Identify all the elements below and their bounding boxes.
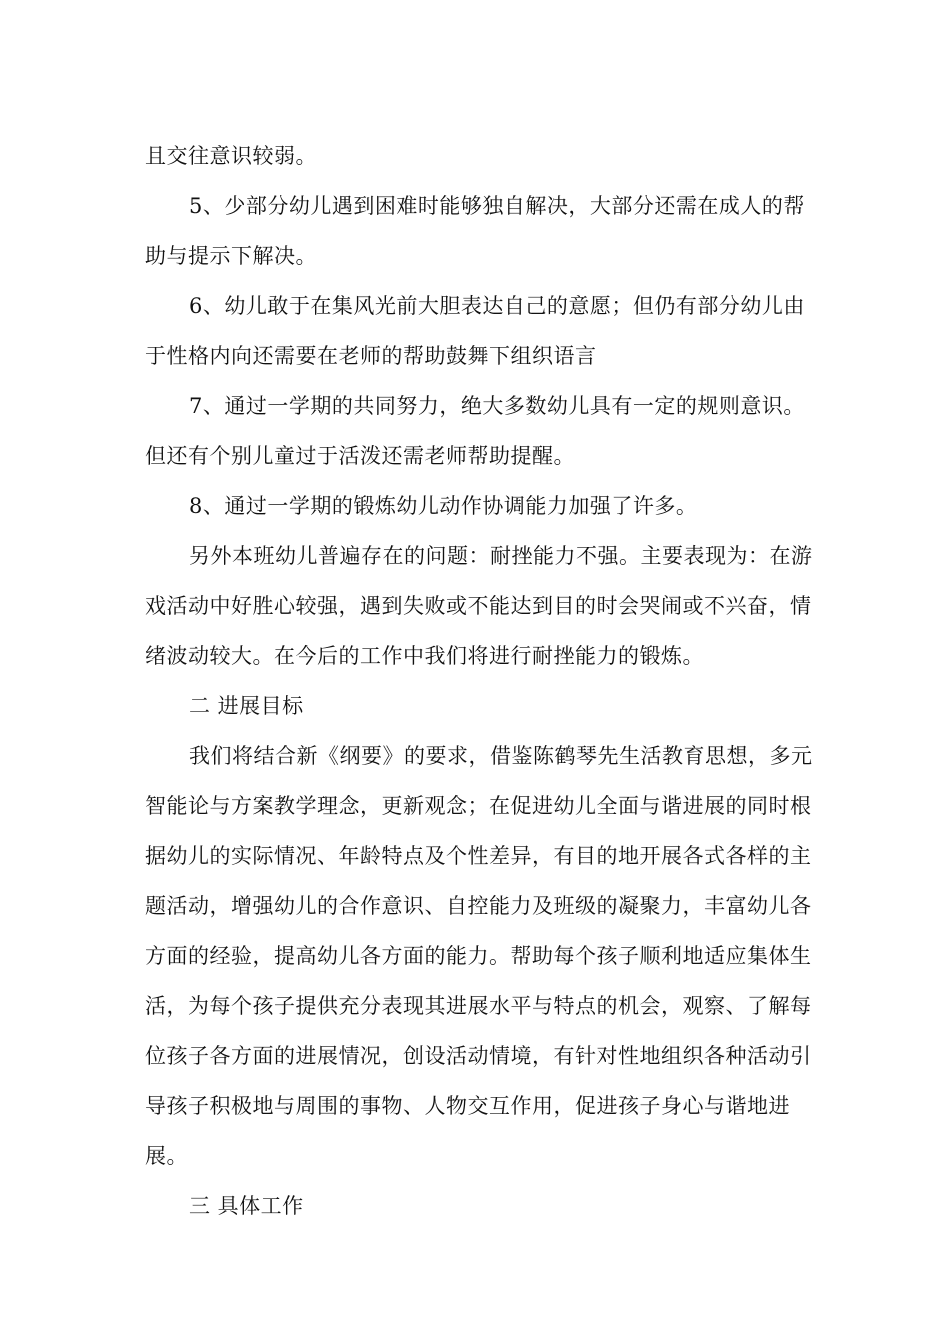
paragraph-item-7: 7、通过一学期的共同努力，绝大多数幼儿具有一定的规则意识。但还有个别儿童过于活泼还需老师帮助提醒。 bbox=[145, 394, 805, 468]
paragraph-common-problem: 另外本班幼儿普遍存在的问题：耐挫能力不强。主要表现为：在游戏活动中好胜心较强，遇到失败或不能达到目的时会哭闹或不兴奋，情绪波动较大。在今后的工作中我们将进行耐挫能力的锻炼。 bbox=[145, 544, 813, 668]
section-heading-goals: 二 进展目标 bbox=[189, 694, 304, 718]
paragraph-item-6: 6、幼儿敢于在集风光前大胆表达自己的意愿；但仍有部分幼儿由于性格内向还需要在老师的帮助鼓舞下组织语言 bbox=[145, 294, 805, 368]
paragraph-item-5: 5、少部分幼儿遇到困难时能够独自解决，大部分还需在成人的帮助与提示下解决。 bbox=[145, 194, 805, 268]
section-heading-specific-work: 三 具体工作 bbox=[189, 1194, 304, 1218]
paragraph-goals: 我们将结合新《纲要》的要求，借鉴陈鹤琴先生活教育思想，多元智能论与方案教学理念，更新观念；在促进幼儿全面与谐进展的同时根据幼儿的实际情况、年龄特点及个性差异，有目的地开展各式各样的主题活动，增强幼儿的合作意识、自控能力及班级的凝聚力，丰富幼儿各方面的经验，提高幼儿各方面的能力。帮助每个孩子顺利地适应集体生活，为每个孩子提供充分表现其进展水平与特点的机会，观察、了解每位孩子各方面的进展情况，创设活动情境，有针对性地组织各种活动引导孩子积极地与周围的事物、人物交互作用，促进孩子身心与谐地进展。 bbox=[145, 744, 813, 1168]
paragraph-continuation: 且交往意识较弱。 bbox=[145, 144, 317, 168]
document-body bbox=[145, 131, 815, 1231]
paragraph-item-8: 8、通过一学期的锻炼幼儿动作协调能力加强了许多。 bbox=[189, 494, 698, 518]
